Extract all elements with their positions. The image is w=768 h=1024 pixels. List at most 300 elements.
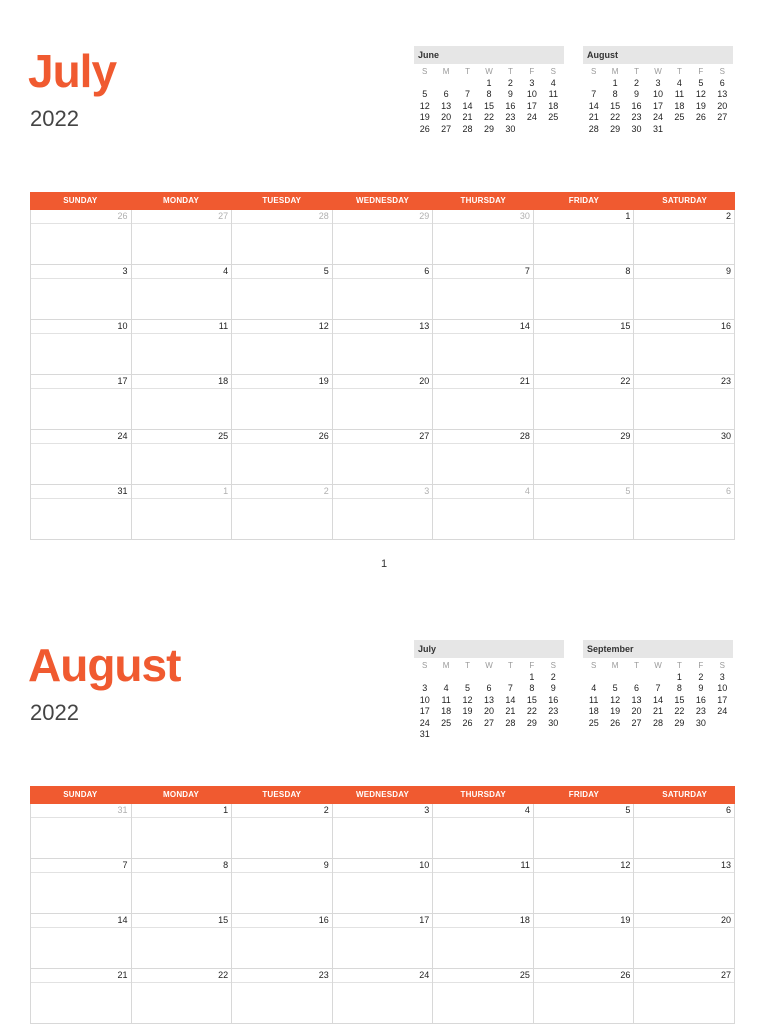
mini-weekday-label: T xyxy=(465,67,470,76)
day-cell[interactable] xyxy=(132,969,233,1024)
day-cell[interactable] xyxy=(433,804,534,859)
mini-day: 19 xyxy=(610,706,621,717)
day-cell[interactable] xyxy=(433,265,534,320)
day-number: 19 xyxy=(318,376,329,386)
mini-day: 23 xyxy=(631,112,642,123)
mini-day: 8 xyxy=(529,683,535,694)
month-grid xyxy=(30,192,735,540)
mini-day: 29 xyxy=(483,123,494,134)
month-grid xyxy=(30,786,735,1024)
mini-day: 8 xyxy=(486,89,492,100)
mini-day: 16 xyxy=(505,100,516,111)
mini-day: 6 xyxy=(719,78,725,88)
day-cell[interactable] xyxy=(433,320,534,375)
mini-day: 7 xyxy=(591,89,597,100)
day-cell[interactable] xyxy=(232,485,333,540)
day-cell[interactable] xyxy=(534,375,635,430)
mini-day: 24 xyxy=(717,706,728,717)
mini-day: 25 xyxy=(674,112,685,123)
mini-day: 10 xyxy=(652,89,663,100)
day-cell[interactable] xyxy=(232,859,333,914)
day-cell[interactable] xyxy=(333,804,434,859)
weekday-header: SATURDAY xyxy=(662,196,707,205)
mini-day: 19 xyxy=(695,100,706,111)
day-cell[interactable] xyxy=(232,804,333,859)
day-number: 2 xyxy=(323,486,329,496)
mini-day: 12 xyxy=(695,89,706,100)
day-cell[interactable] xyxy=(433,375,534,430)
day-divider xyxy=(132,982,232,983)
mini-day: 28 xyxy=(462,123,473,134)
day-cell[interactable] xyxy=(333,914,434,969)
mini-weekday-label: S xyxy=(422,67,428,76)
mini-day: 23 xyxy=(505,112,516,123)
day-cell[interactable] xyxy=(31,859,132,914)
day-cell[interactable] xyxy=(534,969,635,1024)
day-cell[interactable] xyxy=(132,265,233,320)
day-divider xyxy=(132,443,232,444)
day-divider xyxy=(333,333,433,334)
mini-day: 6 xyxy=(634,683,640,694)
day-number: 1 xyxy=(223,805,229,815)
mini-weekday-label: T xyxy=(507,67,513,76)
day-cell[interactable] xyxy=(433,210,534,265)
day-cell[interactable] xyxy=(534,430,635,485)
day-cell[interactable] xyxy=(433,485,534,540)
mini-day: 6 xyxy=(486,683,492,694)
mini-day: 17 xyxy=(526,100,537,111)
mini-weekday-label: F xyxy=(698,661,704,670)
day-divider xyxy=(433,872,533,873)
day-number: 16 xyxy=(318,915,329,925)
day-cell[interactable] xyxy=(634,375,735,430)
day-divider xyxy=(31,223,131,224)
mini-weekday-label: F xyxy=(529,67,535,76)
mini-day: 16 xyxy=(548,694,559,705)
day-divider xyxy=(634,443,734,444)
day-number: 22 xyxy=(620,376,631,386)
mini-day: 14 xyxy=(505,694,516,705)
mini-day: 11 xyxy=(441,694,451,705)
day-number: 9 xyxy=(323,860,329,870)
day-divider xyxy=(534,443,634,444)
mini-day: 18 xyxy=(441,706,452,717)
day-number: 31 xyxy=(117,805,128,815)
mini-calendar-title: September xyxy=(583,640,733,658)
day-number: 26 xyxy=(620,970,631,980)
day-number: 21 xyxy=(117,970,128,980)
mini-day: 29 xyxy=(674,717,685,728)
day-number: 1 xyxy=(223,486,229,496)
mini-day: 1 xyxy=(529,672,535,682)
mini-day: 7 xyxy=(507,683,513,694)
day-number: 3 xyxy=(424,805,430,815)
mini-day: 5 xyxy=(465,683,471,694)
mini-day xyxy=(457,672,478,683)
day-number: 2 xyxy=(323,805,329,815)
day-cell[interactable] xyxy=(232,375,333,430)
day-cell[interactable] xyxy=(634,804,735,859)
day-divider xyxy=(31,982,131,983)
mini-day: 20 xyxy=(483,706,494,717)
weekday-header: TUESDAY xyxy=(262,790,302,799)
day-number: 9 xyxy=(725,266,731,276)
day-cell[interactable] xyxy=(534,859,635,914)
day-cell[interactable] xyxy=(31,375,132,430)
day-divider xyxy=(31,498,131,499)
day-cell[interactable] xyxy=(634,210,735,265)
day-cell[interactable] xyxy=(534,265,635,320)
day-number: 8 xyxy=(223,860,229,870)
mini-calendar-title: June xyxy=(414,46,564,64)
day-divider xyxy=(634,982,734,983)
day-divider xyxy=(132,817,232,818)
mini-calendar-title: August xyxy=(583,46,733,64)
day-number: 24 xyxy=(117,431,128,441)
mini-day: 26 xyxy=(610,717,621,728)
day-divider xyxy=(333,443,433,444)
mini-day: 8 xyxy=(676,683,682,694)
day-cell[interactable] xyxy=(534,320,635,375)
mini-day: 27 xyxy=(717,112,728,123)
day-number: 1 xyxy=(625,211,631,221)
day-number: 7 xyxy=(524,266,530,276)
mini-day: 2 xyxy=(698,672,704,682)
mini-day xyxy=(457,78,478,89)
mini-weekday-label: M xyxy=(611,661,619,670)
mini-day: 24 xyxy=(419,717,430,728)
mini-day: 10 xyxy=(419,694,430,705)
day-cell[interactable] xyxy=(634,265,735,320)
mini-weekday-label: S xyxy=(591,661,597,670)
mini-day: 20 xyxy=(441,112,452,123)
mini-day: 12 xyxy=(610,694,621,705)
day-cell[interactable] xyxy=(132,320,233,375)
mini-weekday-label: T xyxy=(676,67,682,76)
mini-day: 10 xyxy=(717,683,728,694)
mini-day: 10 xyxy=(526,89,537,100)
day-number: 13 xyxy=(720,860,731,870)
mini-day xyxy=(583,672,604,683)
day-divider xyxy=(333,278,433,279)
day-number: 25 xyxy=(218,431,229,441)
mini-day: 17 xyxy=(419,706,430,717)
day-cell[interactable] xyxy=(333,375,434,430)
day-cell[interactable] xyxy=(132,430,233,485)
day-cell[interactable] xyxy=(31,804,132,859)
day-cell[interactable] xyxy=(31,265,132,320)
mini-day-grid xyxy=(583,78,733,135)
mini-day: 11 xyxy=(589,694,599,705)
day-cell[interactable] xyxy=(534,804,635,859)
mini-day: 4 xyxy=(591,683,597,694)
mini-day xyxy=(583,78,604,89)
day-grid xyxy=(30,804,735,1024)
day-cell[interactable] xyxy=(132,210,233,265)
mini-day xyxy=(435,672,456,683)
mini-day: 21 xyxy=(652,706,663,717)
mini-day: 31 xyxy=(419,729,430,740)
day-divider xyxy=(232,333,332,334)
mini-day: 3 xyxy=(719,672,725,682)
mini-day xyxy=(647,672,668,683)
mini-weekday-label: S xyxy=(422,661,428,670)
day-number: 29 xyxy=(419,211,430,221)
day-number: 27 xyxy=(720,970,731,980)
day-divider xyxy=(433,982,533,983)
day-cell[interactable] xyxy=(31,210,132,265)
mini-day: 30 xyxy=(505,123,516,134)
mini-day: 16 xyxy=(631,100,642,111)
day-divider xyxy=(634,498,734,499)
day-cell[interactable] xyxy=(333,320,434,375)
day-cell[interactable] xyxy=(634,430,735,485)
day-number: 22 xyxy=(218,970,229,980)
day-divider xyxy=(433,443,533,444)
day-cell[interactable] xyxy=(132,859,233,914)
mini-day: 15 xyxy=(483,100,494,111)
day-number: 27 xyxy=(419,431,430,441)
mini-day xyxy=(414,672,435,683)
mini-day: 22 xyxy=(483,112,494,123)
mini-weekday-row xyxy=(414,658,564,672)
day-cell[interactable] xyxy=(433,430,534,485)
day-divider xyxy=(132,333,232,334)
mini-day: 13 xyxy=(717,89,728,100)
day-divider xyxy=(232,872,332,873)
mini-day-grid xyxy=(414,78,564,135)
weekday-header: FRIDAY xyxy=(568,790,600,799)
mini-weekday-label: T xyxy=(676,661,682,670)
mini-day xyxy=(500,672,521,683)
mini-weekday-label: W xyxy=(654,67,662,76)
day-cell[interactable] xyxy=(333,210,434,265)
weekday-header-row xyxy=(30,786,735,804)
mini-day: 25 xyxy=(588,717,599,728)
day-divider xyxy=(232,982,332,983)
mini-weekday-label: W xyxy=(485,661,493,670)
mini-day: 18 xyxy=(588,706,599,717)
mini-day: 11 xyxy=(548,89,558,100)
mini-weekday-row xyxy=(414,64,564,78)
day-cell[interactable] xyxy=(634,320,735,375)
day-cell[interactable] xyxy=(433,969,534,1024)
day-number: 26 xyxy=(318,431,329,441)
year-label: 2022 xyxy=(30,106,79,131)
mini-day: 28 xyxy=(505,717,516,728)
mini-weekday-label: W xyxy=(485,67,493,76)
mini-day: 19 xyxy=(462,706,473,717)
mini-day xyxy=(604,672,625,683)
day-number: 14 xyxy=(519,321,530,331)
day-cell[interactable] xyxy=(132,485,233,540)
day-cell[interactable] xyxy=(31,485,132,540)
day-number: 11 xyxy=(218,321,229,331)
mini-day: 23 xyxy=(695,706,706,717)
day-divider xyxy=(132,278,232,279)
day-divider xyxy=(31,278,131,279)
day-divider xyxy=(433,817,533,818)
mini-day: 24 xyxy=(652,112,663,123)
day-cell[interactable] xyxy=(634,485,735,540)
day-number: 30 xyxy=(720,431,731,441)
mini-day: 7 xyxy=(655,683,661,694)
mini-day: 30 xyxy=(631,123,642,134)
mini-weekday-label: T xyxy=(634,67,639,76)
mini-weekday-row xyxy=(583,64,733,78)
day-divider xyxy=(232,278,332,279)
mini-day: 28 xyxy=(588,123,599,134)
mini-day: 22 xyxy=(674,706,685,717)
mini-day: 9 xyxy=(698,683,704,694)
day-cell[interactable] xyxy=(232,430,333,485)
day-divider xyxy=(433,388,533,389)
mini-weekday-label: S xyxy=(591,67,597,76)
mini-day: 14 xyxy=(652,694,663,705)
mini-weekday-label: T xyxy=(634,661,639,670)
mini-day: 19 xyxy=(419,112,430,123)
mini-day: 2 xyxy=(550,672,556,682)
month-title: July xyxy=(28,45,117,97)
day-number: 5 xyxy=(323,266,329,276)
mini-day: 3 xyxy=(529,78,535,88)
day-cell[interactable] xyxy=(634,859,735,914)
mini-day: 30 xyxy=(548,717,559,728)
day-number: 4 xyxy=(223,266,229,276)
day-cell[interactable] xyxy=(31,320,132,375)
day-number: 26 xyxy=(117,211,128,221)
day-number: 11 xyxy=(520,860,530,870)
day-divider xyxy=(534,223,634,224)
day-divider xyxy=(132,872,232,873)
day-divider xyxy=(31,927,131,928)
mini-day: 9 xyxy=(550,683,556,694)
day-cell[interactable] xyxy=(433,859,534,914)
day-divider xyxy=(333,927,433,928)
day-cell[interactable] xyxy=(232,320,333,375)
weekday-header: FRIDAY xyxy=(568,196,600,205)
day-divider xyxy=(232,443,332,444)
mini-day: 5 xyxy=(698,78,704,88)
day-cell[interactable] xyxy=(433,914,534,969)
mini-day: 31 xyxy=(652,123,663,134)
day-cell[interactable] xyxy=(333,265,434,320)
mini-calendar-title: July xyxy=(414,640,564,658)
day-divider xyxy=(433,927,533,928)
day-number: 27 xyxy=(218,211,229,221)
page-number: 1 xyxy=(380,558,388,570)
mini-day: 5 xyxy=(422,89,428,100)
day-number: 18 xyxy=(218,376,229,386)
mini-weekday-label: T xyxy=(465,661,470,670)
day-cell[interactable] xyxy=(534,210,635,265)
mini-weekday-label: S xyxy=(719,661,725,670)
day-cell[interactable] xyxy=(333,969,434,1024)
day-cell[interactable] xyxy=(31,969,132,1024)
day-number: 4 xyxy=(524,486,530,496)
weekday-header: MONDAY xyxy=(163,790,200,799)
day-number: 16 xyxy=(720,321,731,331)
mini-day: 9 xyxy=(507,89,513,100)
day-cell[interactable] xyxy=(534,914,635,969)
mini-day-grid xyxy=(583,672,733,729)
day-cell[interactable] xyxy=(232,265,333,320)
year-label: 2022 xyxy=(30,700,79,725)
mini-day: 15 xyxy=(610,100,621,111)
mini-day: 1 xyxy=(676,672,682,682)
mini-day: 22 xyxy=(610,112,621,123)
day-divider xyxy=(232,927,332,928)
day-divider xyxy=(333,982,433,983)
weekday-header: SUNDAY xyxy=(63,196,98,205)
day-number: 6 xyxy=(424,266,430,276)
day-cell[interactable] xyxy=(333,859,434,914)
mini-day xyxy=(414,78,435,89)
mini-day: 11 xyxy=(674,89,685,100)
weekday-header: WEDNESDAY xyxy=(355,196,410,205)
day-number: 20 xyxy=(720,915,731,925)
day-cell[interactable] xyxy=(132,375,233,430)
day-cell[interactable] xyxy=(31,914,132,969)
day-cell[interactable] xyxy=(333,485,434,540)
mini-weekday-label: W xyxy=(654,661,662,670)
day-cell[interactable] xyxy=(534,485,635,540)
day-cell[interactable] xyxy=(333,430,434,485)
mini-weekday-label: M xyxy=(442,661,450,670)
day-number: 10 xyxy=(117,321,128,331)
day-cell[interactable] xyxy=(31,430,132,485)
day-divider xyxy=(232,223,332,224)
day-cell[interactable] xyxy=(634,914,735,969)
mini-day: 8 xyxy=(612,89,618,100)
day-divider xyxy=(534,333,634,334)
day-divider xyxy=(433,333,533,334)
day-cell[interactable] xyxy=(232,914,333,969)
day-number: 14 xyxy=(117,915,128,925)
day-number: 7 xyxy=(122,860,128,870)
day-divider xyxy=(31,333,131,334)
mini-day: 2 xyxy=(634,78,640,88)
day-number: 8 xyxy=(625,266,631,276)
mini-day: 5 xyxy=(612,683,618,694)
day-divider xyxy=(333,388,433,389)
mini-day: 3 xyxy=(655,78,661,88)
day-number: 29 xyxy=(620,431,631,441)
mini-day: 3 xyxy=(422,683,428,694)
day-cell[interactable] xyxy=(232,210,333,265)
mini-calendar-prev xyxy=(414,640,564,740)
mini-day: 14 xyxy=(462,100,473,111)
mini-day: 6 xyxy=(443,89,449,100)
day-divider xyxy=(534,927,634,928)
day-number: 12 xyxy=(620,860,631,870)
mini-day: 13 xyxy=(483,694,494,705)
mini-day: 28 xyxy=(652,717,663,728)
day-number: 28 xyxy=(519,431,530,441)
day-divider xyxy=(132,223,232,224)
day-cell[interactable] xyxy=(132,804,233,859)
mini-day xyxy=(626,672,647,683)
day-number: 20 xyxy=(419,376,430,386)
mini-day: 21 xyxy=(462,112,473,123)
day-number: 15 xyxy=(218,915,229,925)
day-divider xyxy=(232,388,332,389)
day-cell[interactable] xyxy=(634,969,735,1024)
day-cell[interactable] xyxy=(232,969,333,1024)
day-number: 6 xyxy=(725,486,731,496)
day-cell[interactable] xyxy=(132,914,233,969)
calendar-page-august xyxy=(0,594,768,1024)
